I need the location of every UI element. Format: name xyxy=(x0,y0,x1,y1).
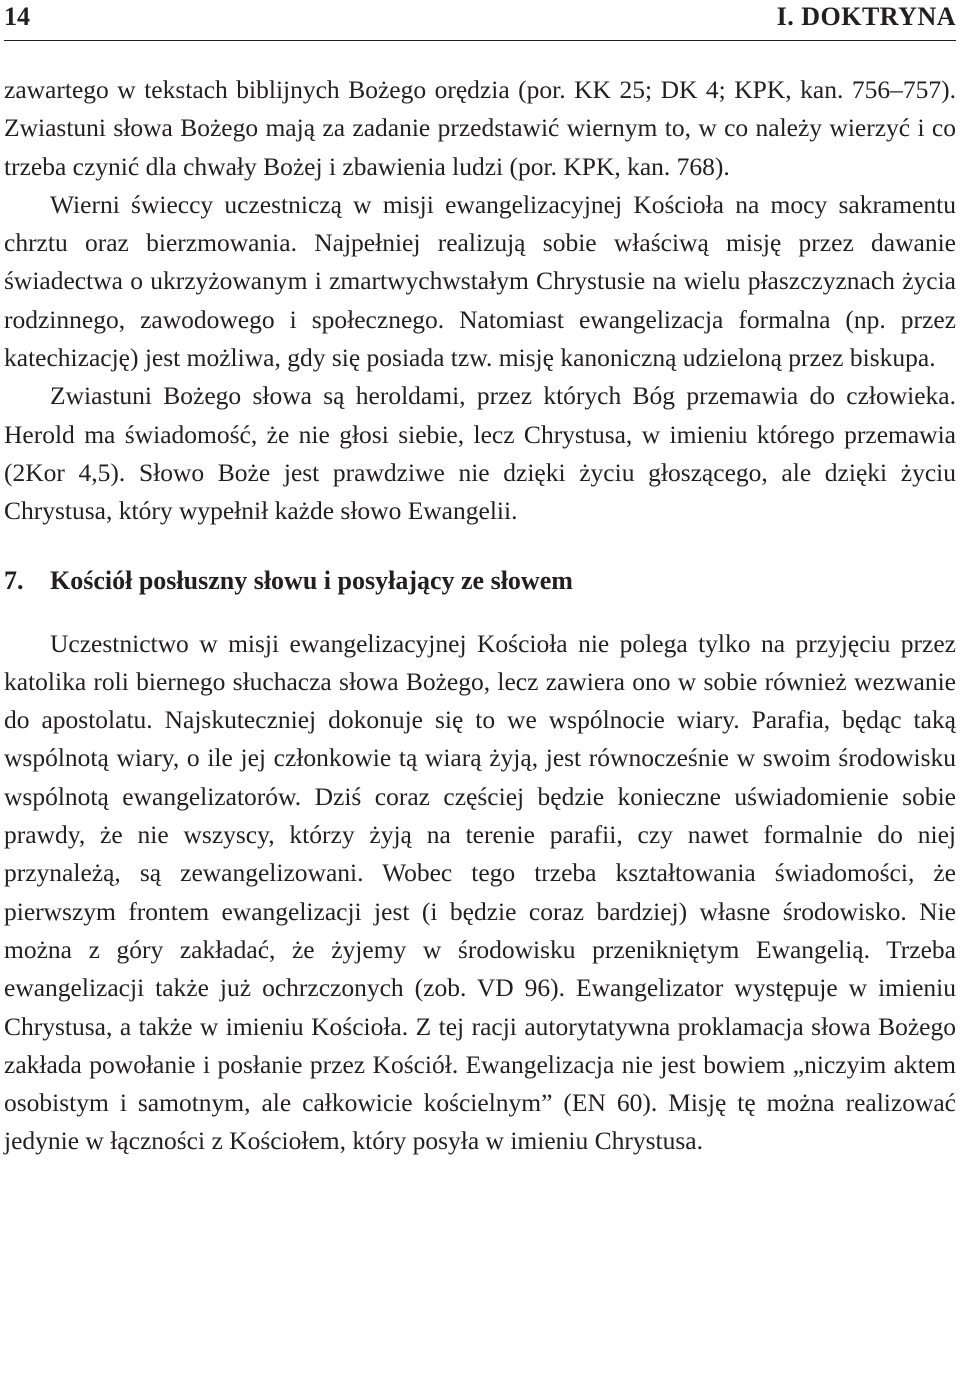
section-heading xyxy=(4,563,956,599)
section-number: 7. xyxy=(4,565,24,595)
page-content xyxy=(4,71,956,1161)
running-title: I. DOKTRYNA xyxy=(776,2,956,31)
paragraph-participation: Uczestnictwo w misji ewangelizacyjnej Kościoła nie polega tylko na przyjęciu przez katolika roli biernego słuchacza słowa Bożego, lecz zawiera ono w sobie również wezwanie do apostolatu. Najskuteczniej dokonuje się to we wspólnocie wiary. Parafia, będąc taką wspólnotą wiary, o ile jej członkowie tą wiarą żyją, jest równocześnie w swoim środowisku wspólnotą ewangelizatorów. Dziś coraz częściej będzie konieczne uświadomienie sobie prawdy, że nie wszyscy, którzy żyją na terenie parafii, czy nawet formalnie do niej przynależą, są zewangelizowani. Wobec tego trzeba kształtowania świadomości, że pierwszym frontem ewangelizacji jest (i będzie coraz bardziej) własne środowisko. Nie można z góry zakładać, że żyjemy w środowisku przenikniętym Ewangelią. Trzeba ewangelizacji także już ochrzczonych (zob. VD 96). Ewangelizator występuje w imieniu Chrystusa, a także w imieniu Kościoła. Z tej racji autorytatywna proklamacja słowa Bożego zakłada powołanie i posłanie przez Kościół. Ewangelizacja nie jest bowiem „niczyim aktem osobistym i samotnym, ale całkowicie kościelnym” (EN 60). Misję tę można realizować jedynie w łączności z Kościołem, który posyła w imieniu Chrystusa. xyxy=(4,628,956,1156)
page-header xyxy=(4,0,956,41)
paragraph-continued: zawartego w tekstach biblijnych Bożego orędzia (por. KK 25; DK 4; KPK, kan. 756–757). Zwiastuni słowa Bożego mają za zadanie przedstawić wiernym to, w co należy wierzyć i co trzeba czynić dla chwały Bożej i zbawienia ludzi (por. KPK, kan. 768). xyxy=(4,75,956,181)
paragraph-lay-faithful: Wierni świeccy uczestniczą w misji ewangelizacyjnej Kościoła na mocy sakramentu chrztu oraz bierzmowania. Najpełniej realizują sobie właściwą misję przez dawanie świadectwa o ukrzyżowanym i zmartwychwstałym Chrystusie na wielu płaszczyznach życia rodzinnego, zawodowego i społecznego. Natomiast ewangelizacja formalna (np. przez katechizację) jest możliwa, gdy się posiada tzw. misję kanoniczną udzieloną przez biskupa. xyxy=(4,189,956,373)
book-page xyxy=(4,0,956,1161)
section-title: Kościół posłuszny słowu i posyłający ze słowem xyxy=(50,565,573,595)
paragraph-heralds: Zwiastuni Bożego słowa są heroldami, przez których Bóg przemawia do człowieka. Herold ma świadomość, że nie głosi siebie, lecz Chrystusa, w imieniu którego przemawia (2Kor 4,5). Słowo Boże jest prawdziwe nie dzięki życiu głoszącego, ale dzięki życiu Chrystusa, który wypełnił każde słowo Ewangelii. xyxy=(4,381,956,526)
page-number: 14 xyxy=(4,2,30,31)
